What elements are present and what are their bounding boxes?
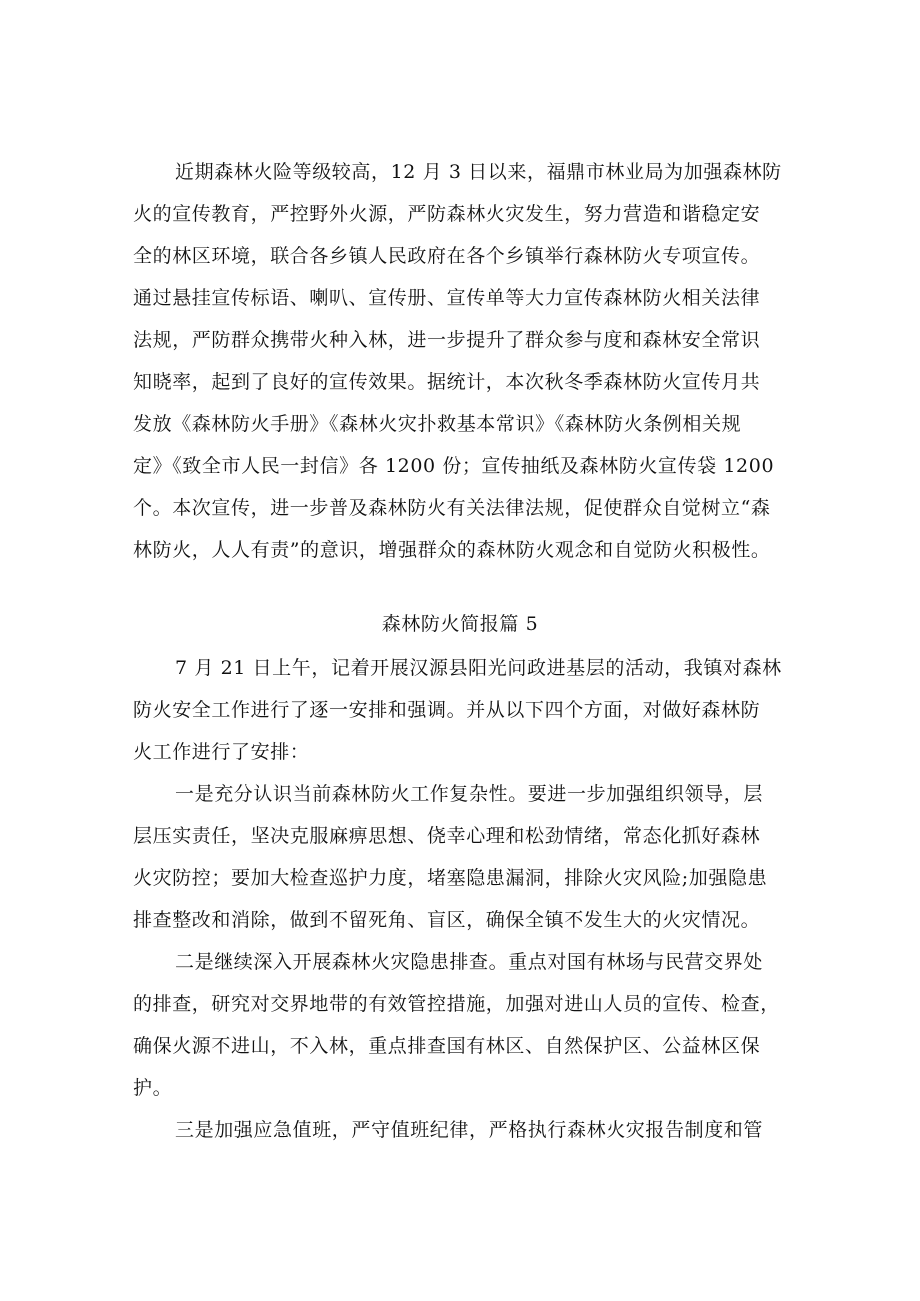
section-title: 森林防火简报篇 5 xyxy=(381,613,539,635)
text-line: 7 月 21 日上午，记着开展汉源县阳光问政进基层的活动，我镇对森林 xyxy=(175,657,782,679)
text-line: 发放《森林防火手册》《森林火灾扑救基本常识》《森林防火条例相关规 xyxy=(133,413,742,435)
text-line: 三是加强应急值班，严守值班纪律，严格执行森林火灾报告制度和管 xyxy=(175,1119,764,1141)
text-line: 的排查，研究对交界地带的有效管控措施，加强对进山人员的宣传、检查， xyxy=(133,993,780,1015)
text-line: 护。 xyxy=(133,1077,173,1099)
text-line: 火的宣传教育，严控野外火源，严防森林火灾发生，努力营造和谐稳定安 xyxy=(133,203,761,225)
text-line: 通过悬挂宣传标语、喇叭、宣传册、宣传单等大力宣传森林防火相关法律 xyxy=(133,287,761,309)
text-line: 防火安全工作进行了逐一安排和强调。并从以下四个方面，对做好森林防 xyxy=(133,699,761,721)
text-line: 全的林区环境，联合各乡镇人民政府在各个乡镇举行森林防火专项宣传。 xyxy=(133,245,761,267)
text-line: 排查整改和消除，做到不留死角、盲区，确保全镇不发生大的火灾情况。 xyxy=(133,909,761,931)
text-line: 火灾防控；要加大检查巡护力度，堵塞隐患漏洞，排除火灾风险;加强隐患 xyxy=(133,867,768,889)
text-line: 林防火，人人有责”的意识，增强群众的森林防火观念和自觉防火积极性。 xyxy=(133,539,771,561)
text-line: 确保火源不进山，不入林，重点排查国有林区、自然保护区、公益林区保 xyxy=(133,1035,761,1057)
text-line: 二是继续深入开展森林火灾隐患排查。重点对国有林场与民营交界处 xyxy=(175,951,764,973)
text-line: 知晓率，起到了良好的宣传效果。据统计，本次秋冬季森林防火宣传月共 xyxy=(133,371,761,393)
text-line: 火工作进行了安排： xyxy=(133,741,310,763)
text-line: 法规，严防群众携带火种入林，进一步提升了群众参与度和森林安全常识 xyxy=(133,329,761,351)
text-line: 个。本次宣传，进一步普及森林防火有关法律法规，促使群众自觉树立“森 xyxy=(133,497,771,519)
text-line: 定》《致全市人民一封信》各 1200 份；宣传抽纸及森林防火宣传袋 1200 xyxy=(133,455,775,477)
text-line: 一是充分认识当前森林防火工作复杂性。要进一步加强组织领导，层 xyxy=(175,783,764,805)
text-line: 层压实责任，坚决克服麻痹思想、侥幸心理和松劲情绪，常态化抓好森林 xyxy=(133,825,761,847)
text-line: 近期森林火险等级较高，12 月 3 日以来，福鼎市林业局为加强森林防 xyxy=(175,161,782,183)
